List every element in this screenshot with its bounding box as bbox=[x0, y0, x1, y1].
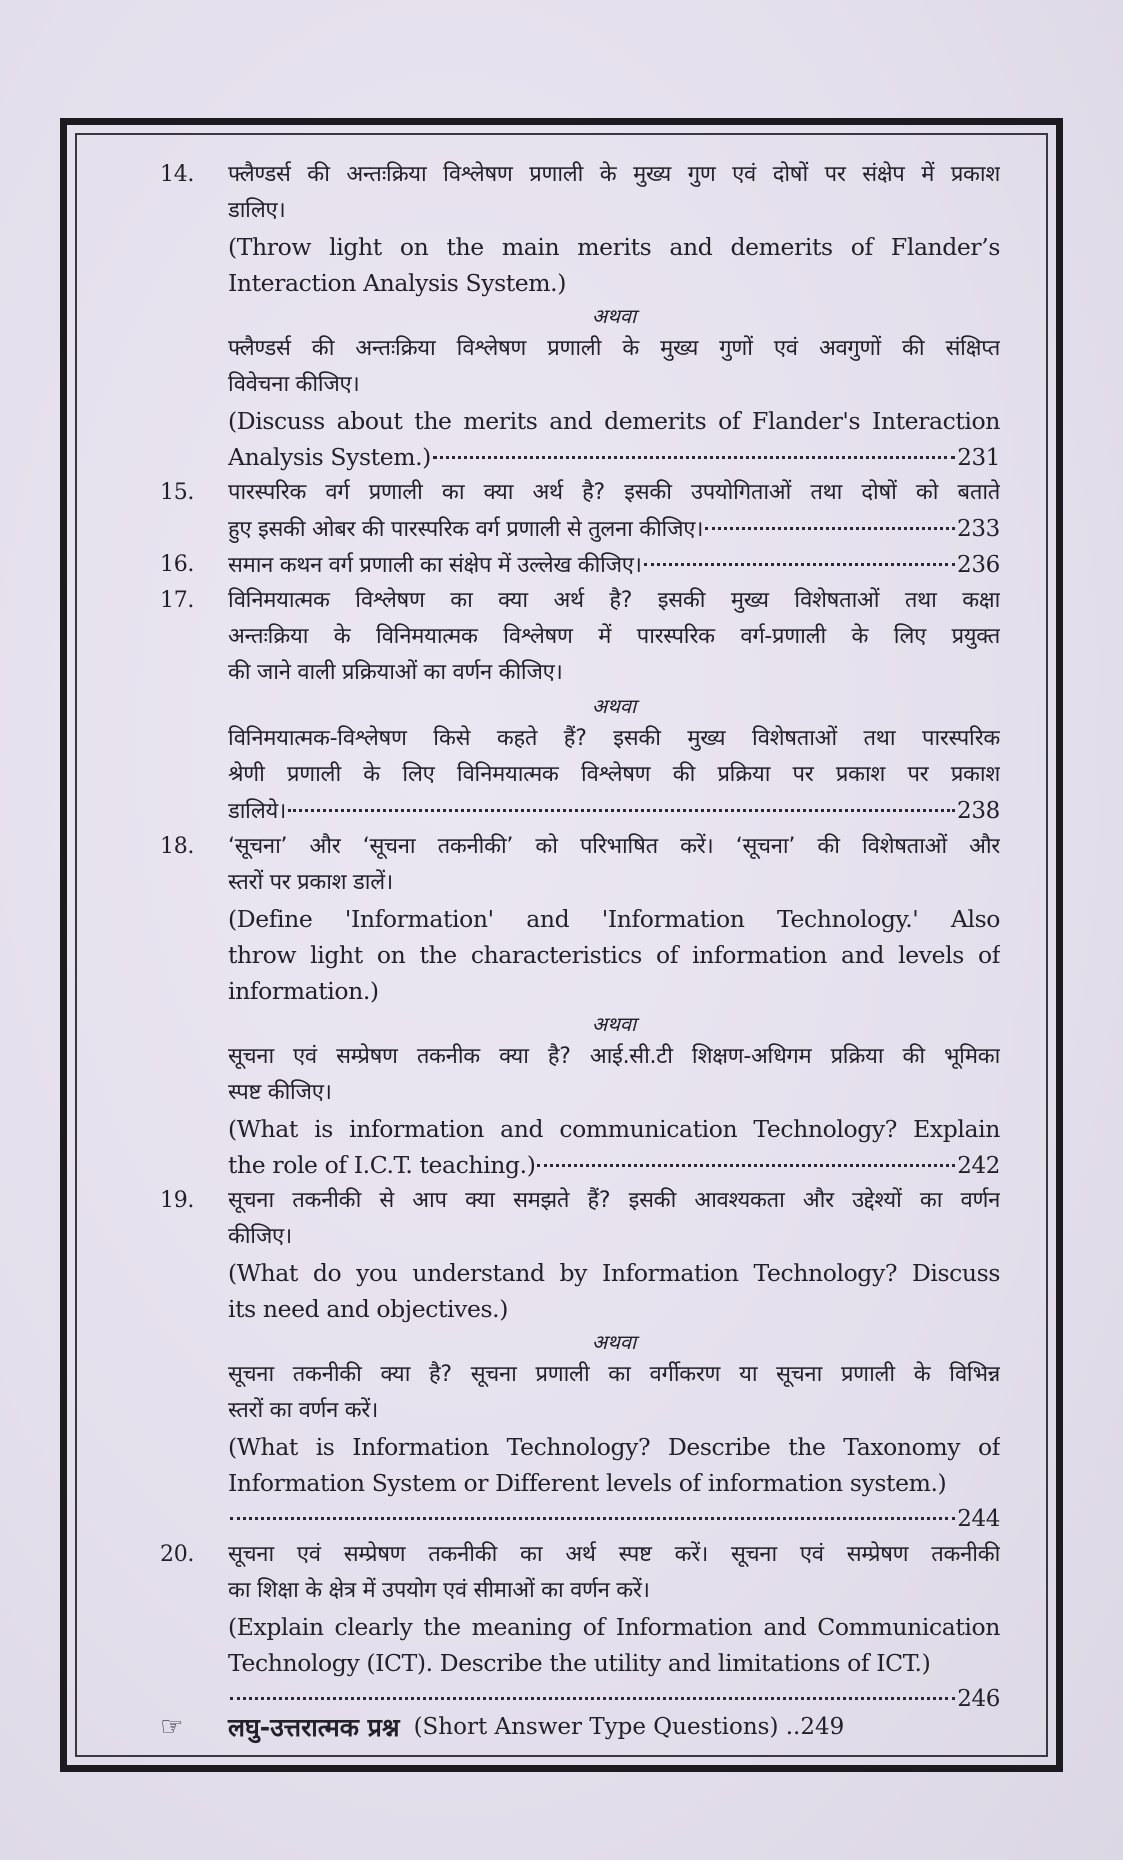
leader-line bbox=[228, 1147, 1000, 1184]
english-line: Technology (ICT). Describe the utility and limitations of ICT.) bbox=[228, 1649, 931, 1677]
hindi-line: समान कथन वर्ग प्रणाली का संक्षेप में उल्लेख कीजिए। bbox=[228, 553, 642, 578]
leader-line bbox=[228, 1501, 1000, 1537]
page-number[interactable]: 242 bbox=[957, 1153, 1000, 1179]
hindi-line: पारस्परिक वर्ग प्रणाली का क्या अर्थ है? इसकी उपयोगिताओं तथा दोषों को बताते bbox=[228, 480, 1000, 505]
leader-line bbox=[228, 439, 1000, 476]
english-line: the role of I.C.T. teaching.) bbox=[228, 1151, 536, 1179]
hindi-line: स्पष्ट कीजिए। bbox=[228, 1080, 332, 1105]
english-line: (Explain clearly the meaning of Information and Communication bbox=[228, 1613, 1000, 1641]
footer-english-title: (Short Answer Type Questions) ..249 bbox=[413, 1714, 845, 1740]
hindi-line: विवेचना कीजिए। bbox=[228, 372, 360, 397]
hindi-line: स्तरों का वर्णन करें। bbox=[228, 1398, 379, 1423]
english-line: (Discuss about the merits and demerits of Flander's Interaction bbox=[228, 407, 1000, 435]
question-18 bbox=[160, 829, 1000, 1183]
english-line: (What do you understand by Information Technology? Discuss bbox=[228, 1259, 1000, 1287]
dot-leader bbox=[644, 563, 955, 566]
contents-list bbox=[160, 157, 1000, 1717]
question-number: 14. bbox=[160, 162, 195, 187]
hindi-line: विनिमयात्मक विश्लेषण का क्या अर्थ है? इसकी मुख्य विशेषताओं तथा कक्षा bbox=[228, 588, 1000, 613]
page-number[interactable]: 233 bbox=[957, 516, 1000, 542]
hindi-line: फ्लैण्डर्स की अन्तःक्रिया विश्लेषण प्रणाली के मुख्य गुण एवं दोषों पर संक्षेप में प्रकाश bbox=[228, 162, 1000, 187]
hindi-line: सूचना एवं सम्प्रेषण तकनीक क्या है? आई.सी.टी शिक्षण-अधिगम प्रक्रिया की भूमिका bbox=[228, 1044, 1000, 1069]
hindi-line: विनिमयात्मक-विश्लेषण किसे कहते हैं? इसकी मुख्य विशेषताओं तथा पारस्परिक bbox=[228, 726, 1000, 751]
alternative-label: अथवा bbox=[591, 694, 637, 718]
question-19 bbox=[160, 1183, 1000, 1537]
dot-leader bbox=[230, 1517, 955, 1520]
hindi-line: हुए इसकी ओबर की पारस्परिक वर्ग प्रणाली से तुलना कीजिए। bbox=[228, 517, 704, 542]
dot-leader bbox=[433, 456, 955, 459]
question-number: 15. bbox=[160, 480, 195, 505]
english-line: (Throw light on the main merits and demerits of Flander’s bbox=[228, 233, 1000, 261]
leader-line bbox=[228, 511, 1000, 548]
hindi-line: ‘सूचना’ और ‘सूचना तकनीकी’ को परिभाषित करें। ‘सूचना’ की विशेषताओं और bbox=[228, 834, 1000, 859]
hindi-line: अन्तःक्रिया के विनिमयात्मक विश्लेषण में पारस्परिक वर्ग-प्रणाली के लिए प्रयुक्त bbox=[228, 624, 1000, 649]
hindi-line: डालिए। bbox=[228, 198, 286, 223]
hindi-line: श्रेणी प्रणाली के लिए विनिमयात्मक विश्लेषण की प्रक्रिया पर प्रकाश पर प्रकाश bbox=[228, 762, 1000, 787]
hindi-line: कीजिए। bbox=[228, 1224, 292, 1249]
hindi-line: सूचना तकनीकी क्या है? सूचना प्रणाली का वर्गीकरण या सूचना प्रणाली के विभिन्न bbox=[228, 1362, 1000, 1387]
english-line: Interaction Analysis System.) bbox=[228, 269, 567, 297]
section-footer[interactable] bbox=[160, 1705, 1005, 1749]
page-number[interactable]: 244 bbox=[957, 1506, 1000, 1532]
footer-hindi-title: लघु-उत्तरात्मक प्रश्न bbox=[228, 1713, 400, 1742]
leader-line bbox=[228, 547, 1000, 584]
alternative-label: अथवा bbox=[591, 1012, 637, 1036]
question-number: 17. bbox=[160, 588, 195, 613]
english-line: throw light on the characteristics of information and levels of bbox=[228, 941, 1000, 969]
english-line: (What is Information Technology? Describe the Taxonomy of bbox=[228, 1433, 1000, 1461]
question-17 bbox=[160, 583, 1000, 829]
hindi-line: सूचना एवं सम्प्रेषण तकनीकी का अर्थ स्पष्ट करें। सूचना एवं सम्प्रेषण तकनीकी bbox=[228, 1542, 1000, 1567]
alternative-label: अथवा bbox=[591, 304, 637, 328]
page-number[interactable]: 231 bbox=[957, 445, 1000, 471]
hindi-line: स्तरों पर प्रकाश डालें। bbox=[228, 870, 393, 895]
page-number[interactable]: 236 bbox=[957, 552, 1000, 578]
dot-leader bbox=[288, 809, 955, 812]
page-number[interactable]: 246 bbox=[957, 1686, 1000, 1712]
question-number: 16. bbox=[160, 552, 195, 577]
page-number[interactable]: 238 bbox=[957, 798, 1000, 824]
english-line: its need and objectives.) bbox=[228, 1295, 508, 1323]
dot-leader bbox=[537, 1164, 955, 1167]
english-line: information.) bbox=[228, 977, 379, 1005]
hindi-line: की जाने वाली प्रक्रियाओं का वर्णन कीजिए। bbox=[228, 660, 563, 685]
hindi-line: फ्लैण्डर्स की अन्तःक्रिया विश्लेषण प्रणाली के मुख्य गुणों एवं अवगुणों की संक्षिप्त bbox=[228, 336, 1000, 361]
dot-leader bbox=[705, 527, 955, 530]
question-15 bbox=[160, 475, 1000, 547]
question-number: 19. bbox=[160, 1188, 195, 1213]
english-line: (Define 'Information' and 'Information Technology.' Also bbox=[228, 905, 1000, 933]
english-line: Analysis System.) bbox=[228, 443, 431, 471]
alternative-label: अथवा bbox=[591, 1330, 637, 1354]
question-number: 20. bbox=[160, 1542, 195, 1567]
leader-line bbox=[228, 793, 1000, 830]
hindi-line: का शिक्षा के क्षेत्र में उपयोग एवं सीमाओं का वर्णन करें। bbox=[228, 1578, 650, 1603]
question-14 bbox=[160, 157, 1000, 475]
pointing-hand-icon: ☞ bbox=[160, 1712, 184, 1742]
question-number: 18. bbox=[160, 834, 195, 859]
english-line: Information System or Different levels of information system.) bbox=[228, 1469, 947, 1497]
question-20 bbox=[160, 1537, 1000, 1717]
hindi-line: डालिये। bbox=[228, 799, 286, 824]
dot-leader bbox=[230, 1697, 955, 1700]
hindi-line: सूचना तकनीकी से आप क्या समझते हैं? इसकी आवश्यकता और उद्देश्यों का वर्णन bbox=[228, 1188, 1000, 1213]
question-16 bbox=[160, 547, 1000, 583]
english-line: (What is information and communication Technology? Explain bbox=[228, 1115, 1000, 1143]
